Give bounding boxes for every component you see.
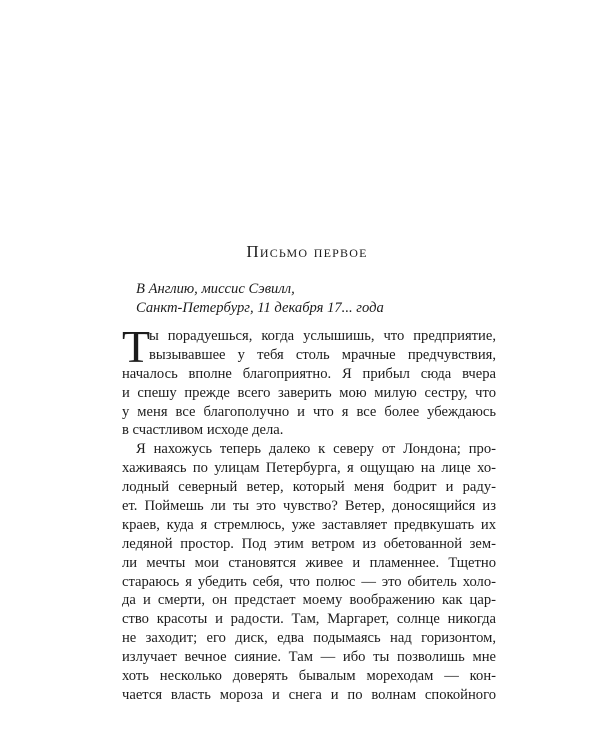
text-line: не заходит; его диск, едва подымаясь над горизонтом, xyxy=(122,630,496,647)
text-line: и спешу прежде всего заверить мою милую сестру, что xyxy=(122,384,496,401)
text-line: ледяной простор. Под этим ветром из обетованной зем- xyxy=(122,535,496,552)
text-line: ли мечты мои становятся живее и пламеннее. Тщетно xyxy=(122,554,496,571)
text-line: чается власть мороза и снега и по волнам спокойного xyxy=(122,686,496,703)
paragraph-2 xyxy=(122,440,496,704)
text-line: краев, куда я стремлюсь, уже заставляет предвкушать их xyxy=(122,516,496,533)
text-line: хаживаясь по улицам Петербурга, я ощущаю на лице хо- xyxy=(122,460,496,477)
text-line: стараюсь я убедить себя, что полюс — это обитель холо- xyxy=(122,573,496,590)
text-line: в счастливом исходе дела. xyxy=(122,422,284,439)
letter-body xyxy=(122,321,496,705)
address-line-recipient: В Англию, миссис Сэвилл, xyxy=(136,281,295,297)
letter-address xyxy=(136,280,384,317)
text-line: да и смерти, он предстает моему воображению как цар- xyxy=(122,592,496,609)
text-line: хоть несколько доверять бывалым мореходам — кон- xyxy=(122,668,496,685)
text-line: ы порадуешься, когда услышишь, что предприятие, xyxy=(149,328,496,344)
drop-cap: Т xyxy=(122,321,151,372)
text-line: излучает вечное сияние. Там — ибо ты позволишь мне xyxy=(122,649,496,666)
address-line-place-date: Санкт-Петербург, 11 декабря 17... года xyxy=(136,299,384,316)
text-line: ство красоты и радости. Там, Маргарет, солнце никогда xyxy=(122,611,496,628)
text-line: у меня все благополучно и что я все более убеждаюсь xyxy=(122,403,496,420)
text-line: вызывавшее у тебя столь мрачные предчувствия, xyxy=(149,346,496,363)
text-line: Я нахожусь теперь далеко к северу от Лондона; про- xyxy=(136,441,496,458)
text-line: ет. Поймешь ли ты это чувство? Ветер, доносящийся из xyxy=(122,498,496,515)
chapter-title: Письмо первое xyxy=(246,242,368,261)
text-line: началось вполне благоприятно. Я прибыл сюда вчера xyxy=(122,365,496,382)
paragraph-1 xyxy=(122,327,496,440)
text-line: лодный северный ветер, который меня бодрит и раду- xyxy=(122,479,496,496)
